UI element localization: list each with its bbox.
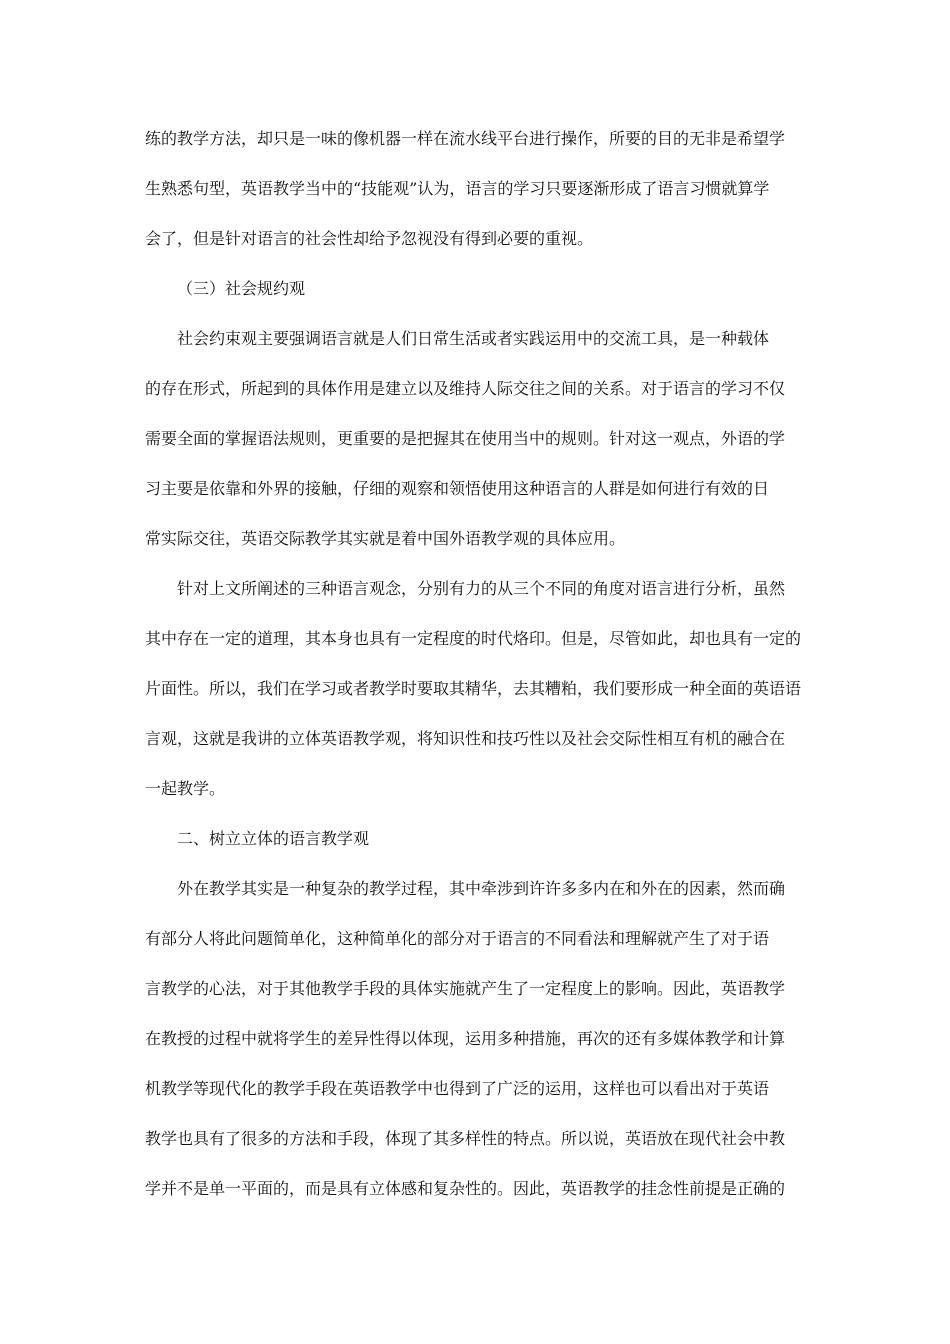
section-heading: （三）社会规约观: [177, 279, 306, 298]
section-heading: 二、树立立体的语言教学观: [177, 829, 370, 848]
paragraph-line: 社会约束观主要强调语言就是人们日常生活或者实践运用中的交流工具，是一种载体: [177, 329, 770, 348]
paragraph-line: 言教学的心法，对于其他教学手段的具体实施就产生了一定程度上的影响。因此，英语教学: [145, 979, 786, 998]
paragraph-line: 针对上文所阐述的三种语言观念，分别有力的从三个不同的角度对语言进行分析，虽然: [177, 579, 786, 598]
paragraph-line: 外在教学其实是一种复杂的教学过程，其中牵涉到许许多多内在和外在的因素，然而确: [177, 879, 786, 898]
paragraph-line: 常实际交往，英语交际教学其实就是着中国外语教学观的具体应用。: [145, 529, 626, 548]
paragraph-line: 生熟悉句型，英语教学当中的“技能观”认为，语言的学习只要逐渐形成了语言习惯就算学: [145, 179, 770, 198]
paragraph-line: 需要全面的掌握语法规则，更重要的是把握其在使用当中的规则。针对这一观点，外语的学: [145, 429, 786, 448]
paragraph-line: 会了，但是针对语言的社会性却给予忽视没有得到必要的重视。: [145, 229, 594, 248]
paragraph-line: 在教授的过程中就将学生的差异性得以体现，运用多种措施，再次的还有多媒体教学和计算: [145, 1029, 786, 1048]
paragraph-line: 学并不是单一平面的，而是具有立体感和复杂性的。因此，英语教学的挂念性前提是正确的: [145, 1179, 786, 1198]
paragraph-line: 言观，这就是我讲的立体英语教学观，将知识性和技巧性以及社会交际性相互有机的融合在: [145, 729, 786, 748]
paragraph-line: 有部分人将此问题简单化，这种简单化的部分对于语言的不同看法和理解就产生了对于语: [145, 929, 770, 948]
paragraph-line: 一起教学。: [145, 779, 226, 798]
paragraph-line: 机教学等现代化的教学手段在英语教学中也得到了广泛的运用，这样也可以看出对于英语: [145, 1079, 770, 1098]
paragraph-line: 练的教学方法，却只是一味的像机器一样在流水线平台进行操作，所要的目的无非是希望学: [145, 129, 786, 148]
paragraph-line: 习主要是依靠和外界的接触，仔细的观察和领悟使用这种语言的人群是如何进行有效的日: [145, 479, 770, 498]
paragraph-line: 其中存在一定的道理，其本身也具有一定程度的时代烙印。但是，尽管如此，却也具有一定的: [145, 629, 802, 648]
paragraph-line: 的存在形式，所起到的具体作用是建立以及维持人际交往之间的关系。对于语言的学习不仅: [145, 379, 786, 398]
paragraph-line: 片面性。所以，我们在学习或者教学时要取其精华，去其糟粕，我们要形成一种全面的英语语: [145, 679, 802, 698]
paragraph-line: 教学也具有了很多的方法和手段，体现了其多样性的特点。所以说，英语放在现代社会中教: [145, 1129, 786, 1148]
